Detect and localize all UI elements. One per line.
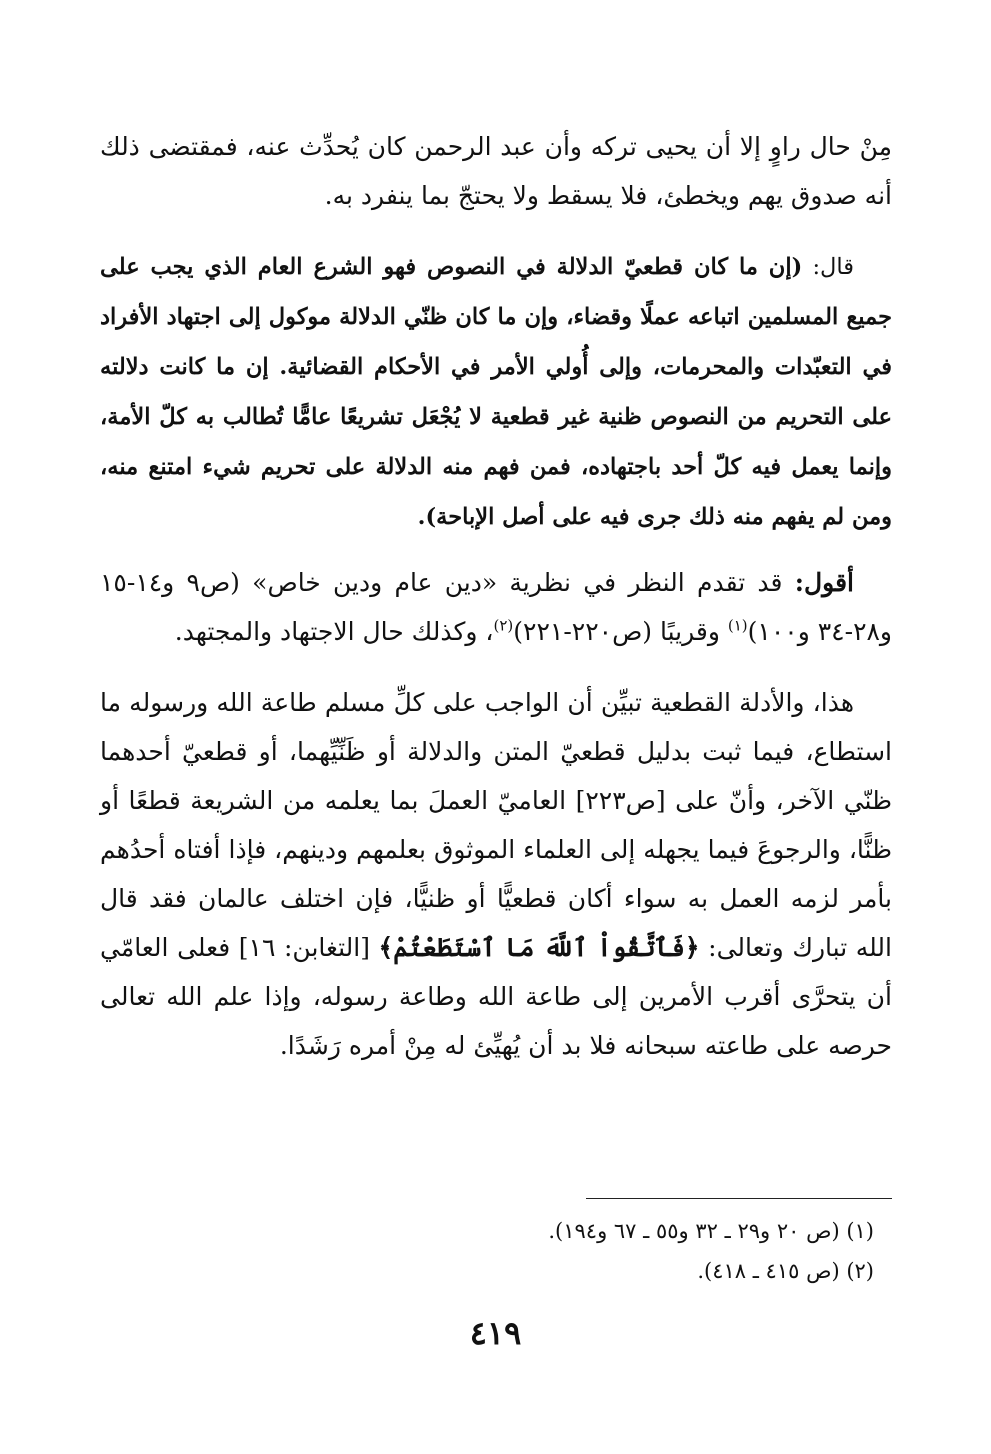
paragraph-continuation: مِنْ حال راوٍ إلا أن يحيى تركه وأن عبد الرحمن كان يُحدِّث عنه، فمقتضى ذلك أنه صدوق يهم ويخطئ، فلا يسقط ولا يحتجّ بما ينفرد به.: [100, 132, 892, 210]
footnote-divider: [586, 1198, 892, 1199]
conclusion-paragraph: [100, 678, 892, 1070]
response-text-b: وقريبًا (ص٢٢٠-٢٢١): [513, 617, 728, 646]
conclusion-text-b: [التغابن: ١٦] فعلى العامّي أن يتحرَّى أقرب الأمرين إلى طاعة الله وطاعة رسوله، وإذا علم الله تعالى حرصه على طاعته سبحانه فلا بد أن يُهيِّئ له مِنْ أمره رَشَدًا.: [100, 933, 892, 1060]
quoted-claim-paragraph: [100, 242, 892, 542]
response-lead-word: أقول:: [794, 568, 854, 597]
response-text-c: ، وكذلك حال الاجتهاد والمجتهد.: [174, 617, 494, 646]
footnote-1: (١) (ص ٢٠ و٢٩ ـ ٣٢ و٥٥ ـ ٦٧ و١٩٤).: [548, 1219, 874, 1243]
footnotes-section: [100, 1198, 892, 1291]
page-body: [100, 122, 892, 1070]
conclusion-text-a: هذا، والأدلة القطعية تبيِّن أن الواجب على كلِّ مسلم طاعة الله ورسوله ما استطاع، فيما ثبت بدليل قطعيّ المتن والدلالة أو ظَنِّيِّهما، أو قطعيّ أحدهما ظنّي الآخر، وأنّ على [ص٢٢٣] العاميّ العملَ بما يعلمه من الشريعة قطعًا أو ظنًّا، والرجوعَ فيما يجهله إلى العلماء الموثوق بعلمهم ودينهم، فإذا أفتاه أحدُهم بأمر لزمه العمل به سواء أكان قطعيًّا أو ظنيًّا، فإن اختلف عالمان فقد قال الله تبارك وتعالى:: [100, 688, 892, 962]
footnote-ref-2[interactable]: (٢): [493, 616, 514, 635]
quoted-claim-text: (إن ما كان قطعيّ الدلالة في النصوص فهو الشرع العام الذي يجب على جميع المسلمين اتباعه عملًا وقضاء، وإن ما كان ظنّي الدلالة موكول إلى اجتهاد الأفراد في التعبّدات والمحرمات، وإلى أُولي الأمر في الأحكام القضائية. إن ما كانت دلالته على التحريم من النصوص ظنية غير قطعية لا يُجْعَل تشريعًا عامًّا تُطالب به كلّ الأمة، وإنما يعمل فيه كلّ أحد باجتهاده، فمن فهم منه الدلالة على تحريم شيء امتنع منه، ومن لم يفهم منه ذلك جرى فيه على أصل الإباحة).: [100, 254, 892, 530]
response-paragraph: [100, 558, 892, 656]
quran-verse: ﴿فَٱتَّقُواْ ٱللَّهَ مَا ٱسْتَطَعْتُمْ﴾: [378, 933, 700, 962]
page-number: ٤١٩: [469, 1314, 522, 1352]
quote-prefix: قال:: [802, 254, 854, 280]
footnote-2: (٢) (ص ٤١٥ ـ ٤١٨).: [697, 1259, 874, 1283]
response-text-a: قد تقدم النظر في نظرية «دين عام ودين خاص» (ص٩ و١٤-١٥ و٢٨-٣٤ و١٠٠): [100, 568, 892, 646]
footnote-ref-1[interactable]: (١): [727, 616, 748, 635]
